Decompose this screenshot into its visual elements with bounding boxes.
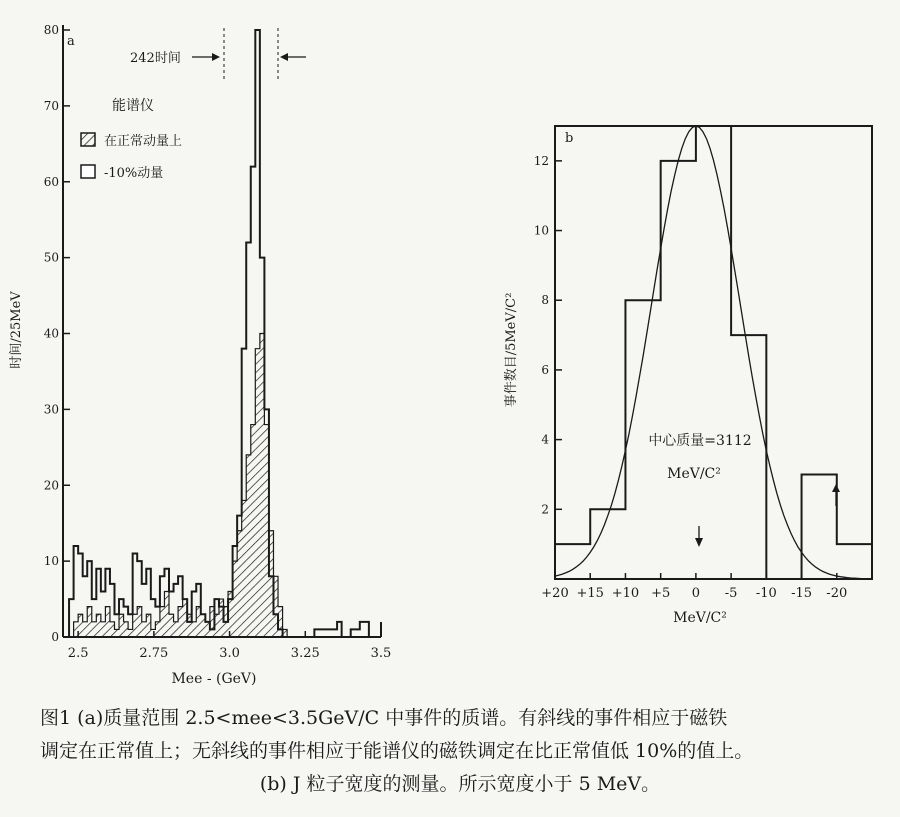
b-x-tick-label-8: -20	[826, 586, 848, 601]
hatched-bin-18	[151, 629, 156, 637]
hatched-bin-5	[92, 622, 97, 637]
hatched-bin-21	[164, 591, 169, 637]
b-y-tick-label-5: 12	[533, 153, 549, 168]
outline-bin-58	[333, 629, 338, 637]
b-x-tick-label-7: -15	[791, 586, 813, 601]
hatched-bin-41	[255, 349, 260, 637]
panel-a-y-ticks	[44, 23, 70, 644]
hatched-bin-23	[174, 622, 179, 637]
hatched-bin-14	[133, 614, 138, 637]
panel-b-center-arrowhead	[695, 538, 703, 547]
hatched-bin-19	[155, 622, 160, 637]
b-histogram-step	[555, 126, 872, 579]
outline-step	[69, 30, 369, 637]
hatched-bin-11	[119, 614, 124, 637]
hatched-bin-12	[124, 622, 129, 637]
a-y-tick-label-5: 50	[43, 250, 59, 265]
panel-a-label: a	[67, 34, 75, 49]
b-bin-7	[802, 474, 837, 579]
b-y-tick-label-0: 2	[541, 502, 549, 517]
figure-caption	[40, 702, 880, 801]
a-x-tick-label-2: 3.0	[219, 646, 240, 661]
annotation-arrowhead-left	[212, 53, 220, 61]
panel-b-label: b	[565, 131, 574, 146]
hatched-bin-39	[246, 455, 251, 637]
hatched-bin-10	[114, 629, 119, 637]
b-bin-0	[555, 544, 590, 579]
hatched-bin-8	[105, 607, 110, 637]
panel-a-x-label: Mee - (GeV)	[171, 671, 257, 687]
a-y-tick-label-8: 80	[43, 23, 59, 37]
a-y-tick-label-3: 30	[43, 402, 59, 417]
b-bin-4	[696, 126, 731, 579]
b-y-tick-label-4: 10	[533, 223, 549, 238]
panel-b-y-ticks	[534, 154, 562, 516]
panel-a-outline-series	[69, 30, 369, 637]
b-x-tick-label-3: +5	[651, 586, 671, 601]
panel-a	[8, 23, 391, 687]
b-x-tick-label-2: +10	[611, 586, 640, 601]
panel-b-x-label: MeV/C²	[673, 610, 727, 626]
legend-label-outline: -10%动量	[104, 166, 164, 181]
panel-b-y-label: 事件数目/5MeV/C²	[504, 292, 519, 408]
caption-line-3: (b) J 粒子宽度的测量。所示宽度小于 5 MeV。	[259, 773, 661, 795]
b-x-tick-label-5: -5	[724, 586, 738, 601]
b-bin-3	[661, 161, 696, 579]
hatched-bin-1	[74, 622, 79, 637]
panel-b-frame	[555, 126, 872, 579]
b-bin-5	[731, 335, 766, 579]
panel-b-fit-curve	[555, 126, 872, 579]
b-y-tick-label-3: 8	[541, 293, 549, 308]
legend-swatch-outline	[81, 165, 95, 178]
a-x-tick-label-4: 3.5	[370, 646, 392, 661]
hatched-bin-4	[87, 607, 92, 637]
legend-title: 能谱仪	[112, 98, 154, 114]
hatched-bin-7	[101, 622, 106, 637]
a-y-tick-label-4: 40	[43, 326, 59, 341]
a-y-tick-label-2: 20	[43, 478, 59, 493]
panel-a-y-label: 时间/25MeV	[9, 291, 24, 369]
hatched-bin-20	[160, 607, 165, 637]
panel-a-annotation: 242时间	[130, 51, 181, 66]
a-y-tick-label-6: 60	[43, 174, 59, 189]
hatched-bin-15	[137, 607, 142, 637]
a-y-tick-label-0: 0	[51, 630, 59, 644]
panel-b	[503, 126, 872, 626]
outline-bin-57	[328, 629, 333, 637]
hatched-bin-13	[128, 629, 133, 637]
hatched-bin-22	[169, 614, 174, 637]
hatched-bin-6	[96, 614, 101, 637]
panel-b-side-arrowhead	[832, 484, 840, 492]
a-x-tick-label-1: 2.75	[139, 646, 169, 661]
b-x-tick-label-1: +15	[576, 586, 604, 601]
b-x-tick-label-6: -10	[755, 586, 777, 601]
hatched-bin-2	[78, 614, 83, 637]
caption-line-2: 调定在正常值上；无斜线的事件相应于能谱仪的磁铁调定在比正常值低 10%的值上。	[40, 740, 754, 762]
a-x-tick-label-3: 3.25	[290, 646, 320, 661]
panel-b-histogram	[555, 126, 872, 579]
panel-b-annotation-unit: MeV/C²	[667, 466, 721, 482]
legend-swatch-hatched	[81, 133, 95, 146]
panel-b-annotation: 中心质量=3112	[648, 433, 752, 449]
a-x-tick-label-0: 2.5	[67, 646, 89, 661]
hatched-bin-27	[192, 622, 197, 637]
outline-bin-55	[319, 629, 324, 637]
b-x-tick-label-4: 0	[691, 586, 701, 601]
hatched-bin-38	[242, 500, 247, 637]
hatched-bin-3	[83, 622, 88, 637]
b-y-tick-label-2: 6	[541, 362, 549, 377]
outline-bin-63	[355, 629, 360, 637]
annotation-arrowhead-right	[280, 53, 288, 61]
legend-label-hatched: 在正常动量上	[104, 134, 183, 149]
b-y-tick-label-1: 4	[541, 432, 549, 447]
hatched-bin-17	[146, 614, 151, 637]
b-x-tick-label-0: +20	[541, 586, 569, 601]
a-y-tick-label-1: 10	[43, 554, 59, 569]
hatched-bin-16	[142, 622, 147, 637]
outline-bin-56	[323, 629, 328, 637]
hatched-bin-24	[178, 607, 183, 637]
a-y-tick-label-7: 70	[43, 98, 59, 113]
hatched-bin-40	[251, 425, 256, 637]
caption-line-1: 图1 (a)质量范围 2.5<mee<3.5GeV/C 中事件的质谱。有斜线的事件相应于磁铁	[40, 707, 728, 729]
hatched-bin-9	[110, 622, 115, 637]
b-bin-8	[837, 544, 872, 579]
